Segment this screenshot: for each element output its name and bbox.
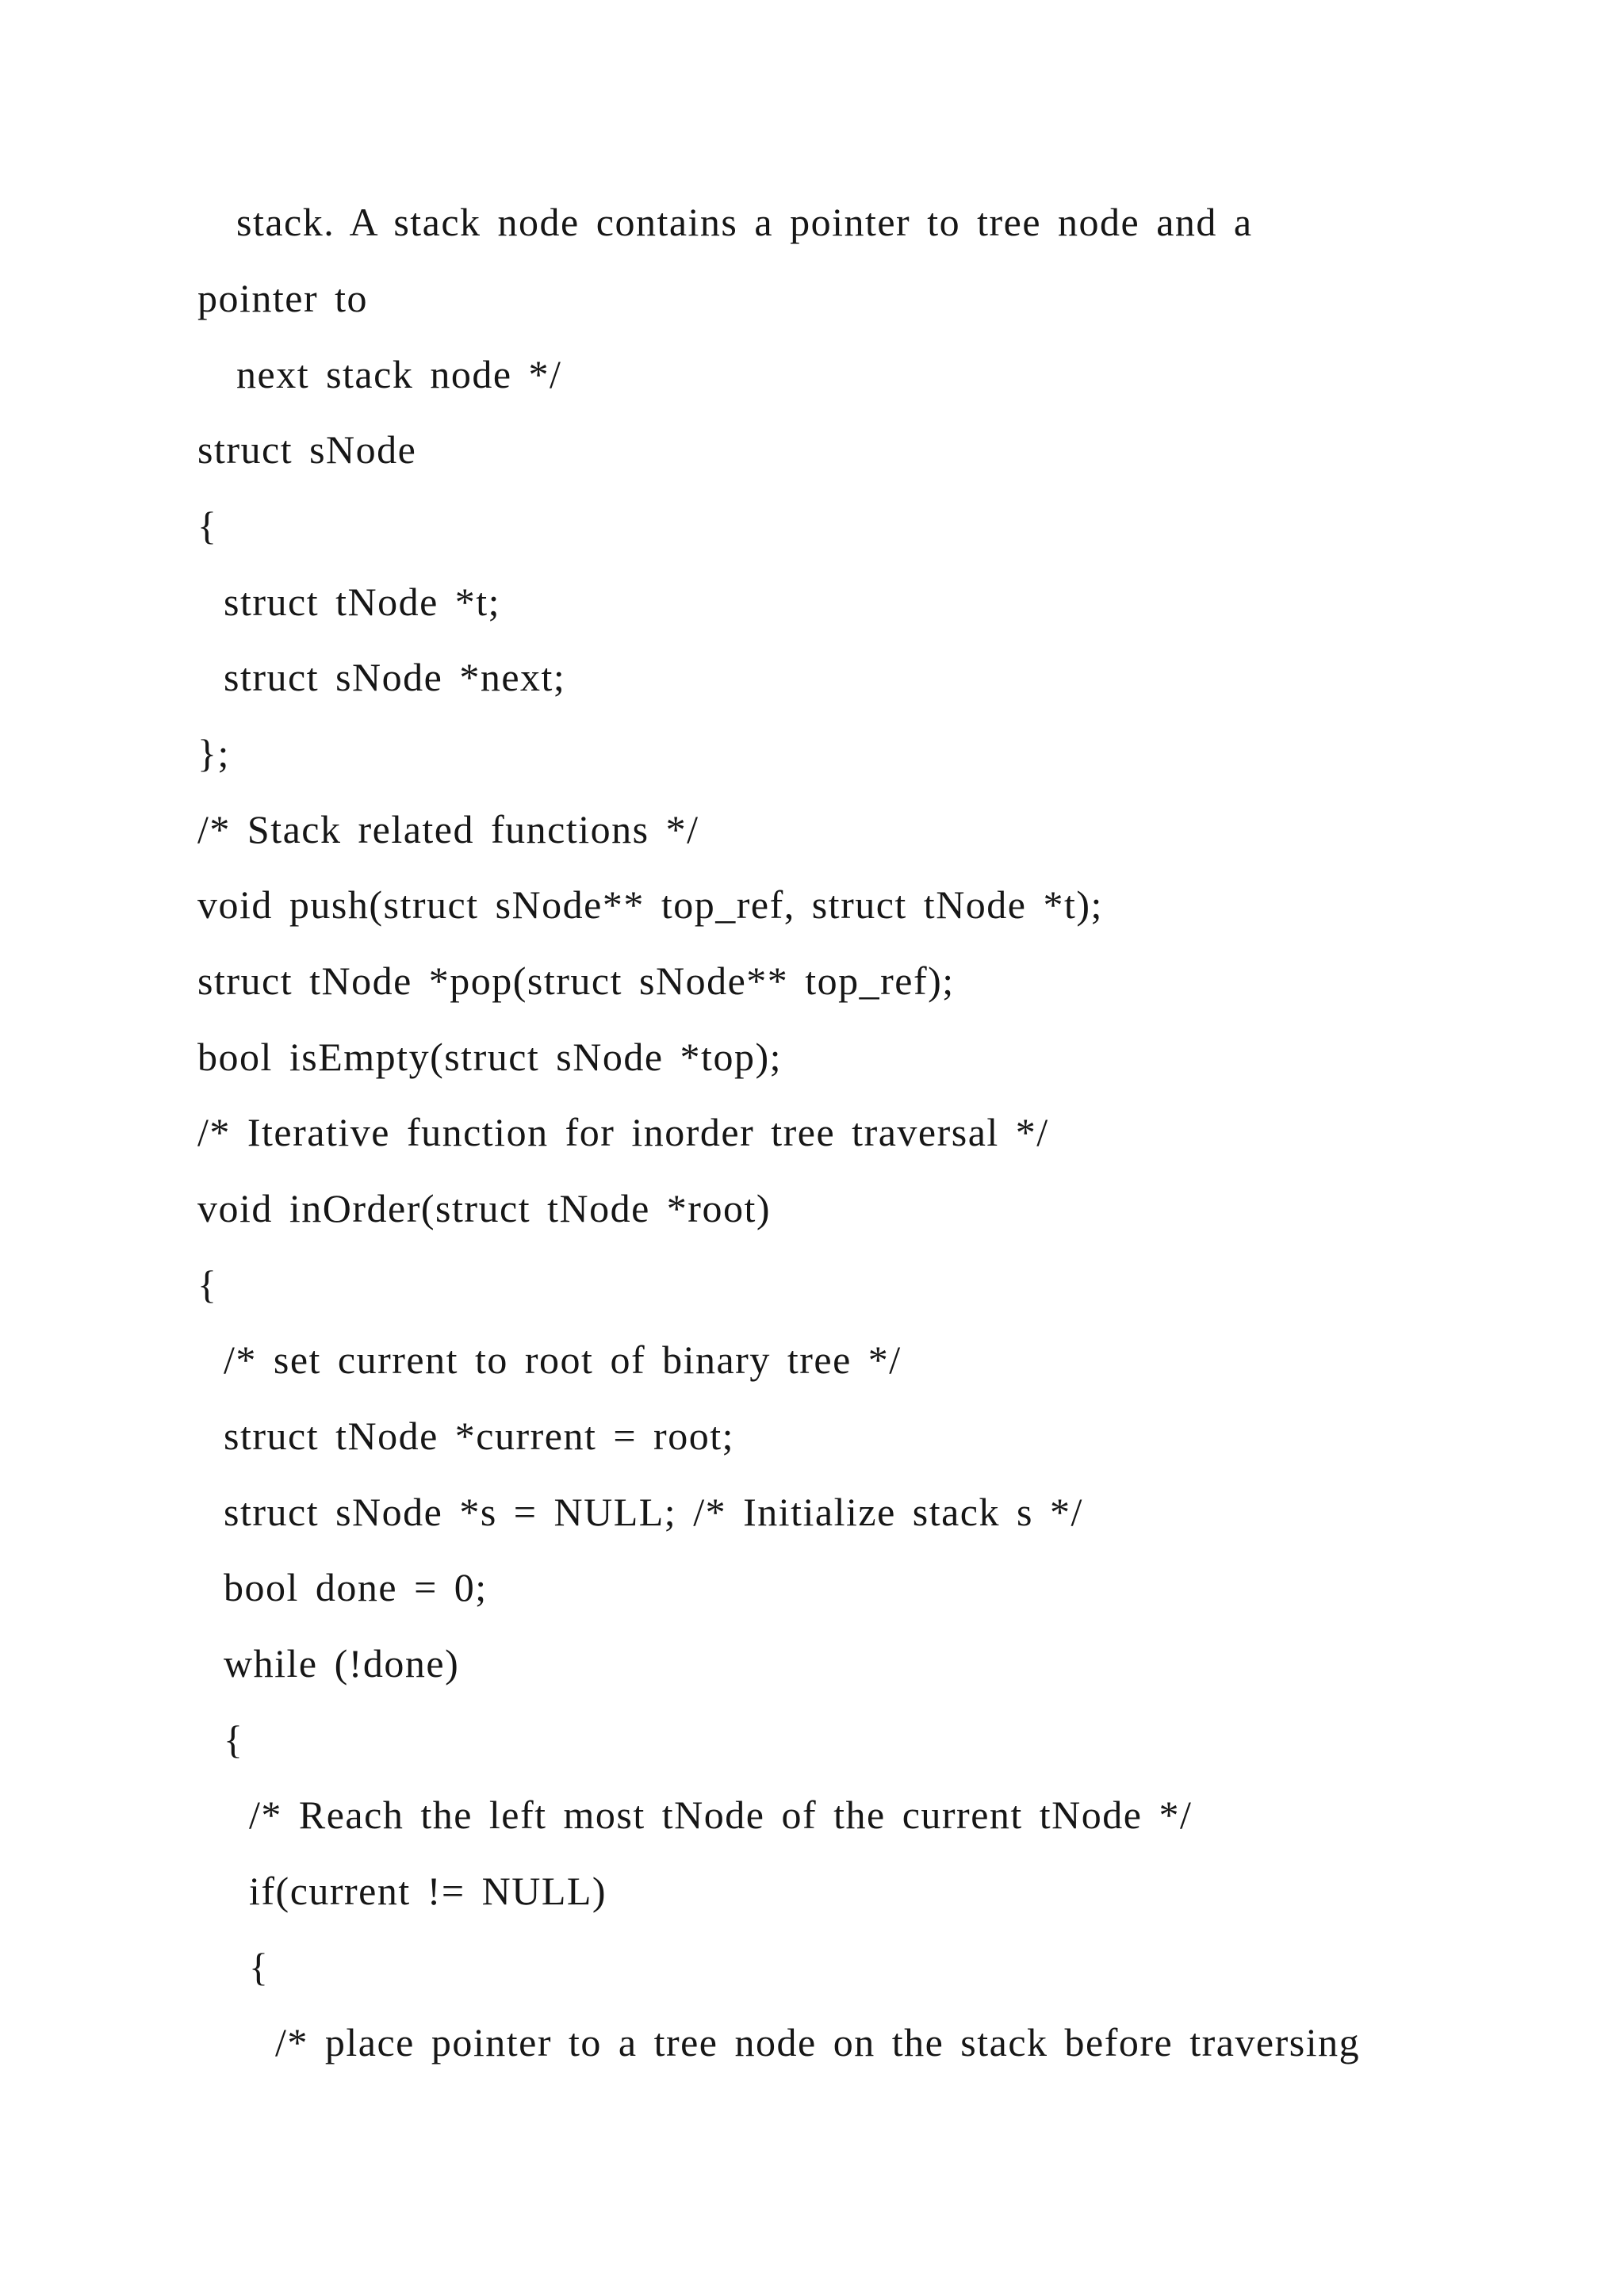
text-line: { xyxy=(197,503,218,548)
text-line: while (!done) xyxy=(224,1641,460,1686)
text-line: void push(struct sNode** top_ref, struct tNode *t); xyxy=(197,882,1103,927)
text-line: /* Iterative function for inorder tree traversal */ xyxy=(197,1110,1049,1154)
text-line: /* Stack related functions */ xyxy=(197,807,699,851)
text-line: next stack node */ xyxy=(236,352,562,396)
text-line: bool done = 0; xyxy=(224,1565,488,1609)
text-line: struct tNode *current = root; xyxy=(224,1414,734,1458)
text-line: struct sNode xyxy=(197,427,417,472)
text-line: stack. A stack node contains a pointer to tree node and a xyxy=(236,200,1253,244)
text-line: struct sNode *s = NULL; /* Initialize stack s */ xyxy=(224,1490,1083,1534)
text-line: /* set current to root of binary tree */ xyxy=(224,1337,902,1382)
text-line: bool isEmpty(struct sNode *top); xyxy=(197,1035,782,1079)
text-line: { xyxy=(224,1717,244,1762)
text-line: { xyxy=(249,1945,270,1989)
text-line: pointer to xyxy=(197,276,369,320)
text-line: /* Reach the left most tNode of the current tNode */ xyxy=(249,1793,1193,1837)
text-line: struct tNode *pop(struct sNode** top_ref); xyxy=(197,959,955,1003)
text-line: if(current != NULL) xyxy=(249,1869,607,1913)
text-line: void inOrder(struct tNode *root) xyxy=(197,1186,772,1230)
text-line: struct sNode *next; xyxy=(224,655,566,699)
text-line: /* place pointer to a tree node on the stack before traversing xyxy=(275,2020,1361,2064)
text-line: struct tNode *t; xyxy=(224,580,501,624)
text-line: { xyxy=(197,1262,218,1307)
text-line: }; xyxy=(197,731,230,775)
